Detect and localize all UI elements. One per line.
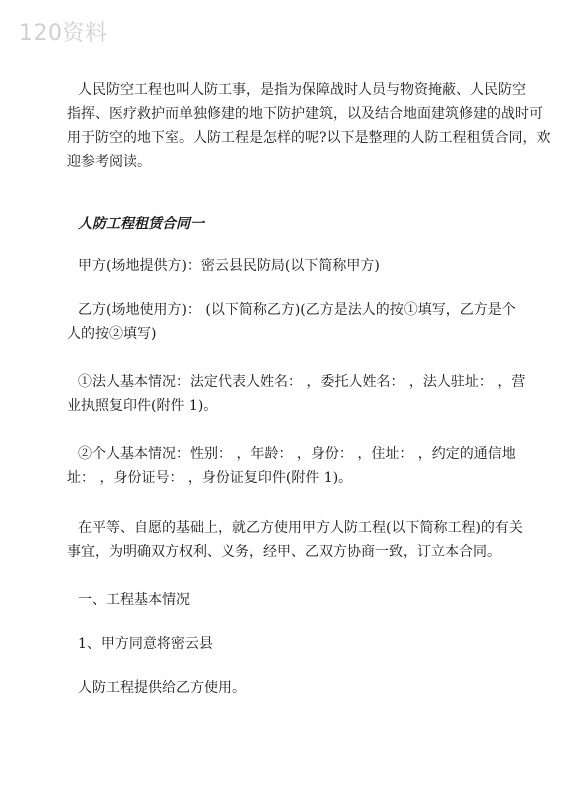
intro-line-1: 人民防空工程也叫人防工事，是指为保障战时人员与物资掩蔽、人民防空 xyxy=(78,82,526,98)
intro-paragraph xyxy=(67,78,551,174)
clause-1-cont-text: 人防工程提供给乙方使用。 xyxy=(78,680,246,696)
intro-line-3: 用于防空的地下室。人防工程是怎样的呢?以下是整理的人防工程租赁合同，欢 xyxy=(67,130,551,146)
individual-line-2: 址： ，身份证号： ，身份证复印件(附件 1)。 xyxy=(67,470,353,486)
legal-person-line-1: ①法人基本情况：法定代表人姓名： ，委托人姓名： ，法人驻址： ，营 xyxy=(78,374,526,390)
clause-1-continuation xyxy=(78,676,246,700)
party-b-line-1: 乙方(场地使用方)： (以下简称乙方)(乙方是法人的按①填写，乙方是个 xyxy=(78,302,516,318)
preamble-paragraph xyxy=(67,516,523,564)
legal-person-paragraph xyxy=(67,370,526,418)
party-a-line xyxy=(78,254,380,278)
clause-1 xyxy=(78,632,213,656)
intro-line-2: 指挥、医疗救护而单独修建的地下防护建筑，以及结合地面建筑修建的战时可 xyxy=(67,106,543,122)
party-b-line-2: 人的按②填写) xyxy=(67,326,157,342)
clause-heading-text: 一、工程基本情况 xyxy=(78,592,190,608)
section-title: 人防工程租赁合同一 xyxy=(78,216,204,232)
legal-person-line-2: 业执照复印件(附件 1)。 xyxy=(67,398,218,414)
preamble-line-1: 在平等、自愿的基础上，就乙方使用甲方人防工程(以下简称工程)的有关 xyxy=(78,520,523,536)
individual-paragraph xyxy=(67,442,518,490)
intro-line-4: 迎参考阅读。 xyxy=(67,154,151,170)
party-a-text: 甲方(场地提供方)：密云县民防局(以下简称甲方) xyxy=(78,258,380,274)
watermark-logo: 120资料 xyxy=(19,21,108,46)
individual-line-1: ②个人基本情况：性别： ，年龄： ，身份： ，住址： ，约定的通信地 xyxy=(78,446,516,462)
clause-heading xyxy=(78,588,190,612)
party-b-paragraph xyxy=(67,298,518,346)
preamble-line-2: 事宜，为明确双方权利、义务，经甲、乙双方协商一致，订立本合同。 xyxy=(67,544,501,560)
clause-1-text: 1、甲方同意将密云县 xyxy=(78,636,213,652)
